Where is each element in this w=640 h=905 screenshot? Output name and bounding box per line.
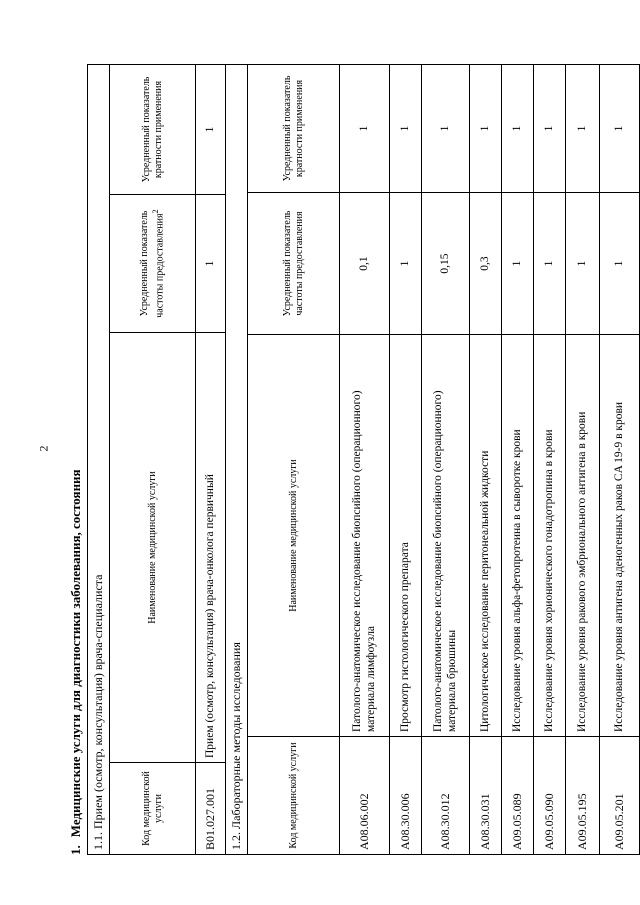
table-row <box>390 64 422 854</box>
service-code: B01.027.001 <box>196 763 226 855</box>
table-lab-methods <box>225 64 640 855</box>
header-code: Код медицинской услуги <box>110 763 196 855</box>
table-row <box>502 64 534 854</box>
table-row <box>566 64 600 854</box>
table-row <box>422 64 470 854</box>
frequency-value: 1 <box>390 193 422 335</box>
header-multiplicity: Усредненный показатель кратности применения <box>110 65 196 195</box>
service-code: A09.05.195 <box>566 737 600 855</box>
service-name: Патолого-анатомическое исследование биопсийного (операционного) материала брюшины <box>422 335 470 737</box>
header-frequency: Усредненный показатель частоты предоставления <box>248 193 340 335</box>
multiplicity-value: 1 <box>340 64 390 192</box>
service-name: Просмотр гистологического препарата <box>390 335 422 737</box>
service-code: A09.05.201 <box>600 737 640 855</box>
frequency-value: 0,15 <box>422 193 470 335</box>
multiplicity-value: 1 <box>600 64 640 192</box>
table-row <box>534 64 566 854</box>
service-code: A08.30.006 <box>390 737 422 855</box>
section-title-text: Медицинские услуги для диагностики заболевания, состояния <box>68 469 83 838</box>
table-consultation <box>87 64 226 855</box>
service-name: Патолого-анатомическое исследование биопсийного (операционного) материала лимфоузла <box>340 335 390 737</box>
table-row <box>340 64 390 854</box>
multiplicity-value: 1 <box>534 64 566 192</box>
frequency-value: 1 <box>566 193 600 335</box>
frequency-value: 0,1 <box>340 193 390 335</box>
table-caption: 1.1. Прием (осмотр, консультация) врача-специалиста <box>88 65 110 855</box>
footnote-marker: 2 <box>150 209 160 214</box>
service-name: Исследование уровня хорионического гонадотропина в крови <box>534 335 566 737</box>
header-frequency: Усредненный показатель частоты предоставления$^2$ <box>110 195 196 333</box>
page-number: 2 <box>36 445 51 452</box>
service-name: Цитологическое исследование перитонеальной жидкости <box>470 335 502 737</box>
section-title <box>65 65 87 855</box>
header-name: Наименование медицинской услуги <box>248 335 340 737</box>
service-code: A08.30.031 <box>470 737 502 855</box>
service-name: Исследование уровня ракового эмбрионального антигена в крови <box>566 335 600 737</box>
multiplicity-value: 1 <box>422 64 470 192</box>
service-code: A09.05.090 <box>534 737 566 855</box>
service-code: A09.05.089 <box>502 737 534 855</box>
frequency-value: 1 <box>196 195 226 333</box>
table-row <box>470 64 502 854</box>
table-row <box>600 64 640 854</box>
service-name: Исследование уровня альфа-фетопротеина в сыворотке крови <box>502 335 534 737</box>
header-code: Код медицинской услуги <box>248 737 340 855</box>
multiplicity-value: 1 <box>196 65 226 195</box>
service-code: A08.06.002 <box>340 737 390 855</box>
section-number: 1. <box>68 845 83 855</box>
header-name: Наименование медицинской услуги <box>110 333 196 763</box>
header-multiplicity: Усредненный показатель кратности применения <box>248 64 340 192</box>
frequency-value: 1 <box>600 193 640 335</box>
table-row <box>196 65 226 855</box>
multiplicity-value: 1 <box>470 64 502 192</box>
service-code: A08.30.012 <box>422 737 470 855</box>
frequency-value: 1 <box>502 193 534 335</box>
service-name: Исследование уровня антигена аденогенных раков CA 19-9 в крови <box>600 335 640 737</box>
rotated-page-content <box>65 65 625 855</box>
multiplicity-value: 1 <box>566 64 600 192</box>
service-name: Прием (осмотр, консультация) врача-онколога первичный <box>196 333 226 763</box>
multiplicity-value: 1 <box>390 64 422 192</box>
multiplicity-value: 1 <box>502 64 534 192</box>
frequency-value: 0,3 <box>470 193 502 335</box>
table-caption: 1.2. Лабораторные методы исследования <box>226 64 248 854</box>
frequency-value: 1 <box>534 193 566 335</box>
